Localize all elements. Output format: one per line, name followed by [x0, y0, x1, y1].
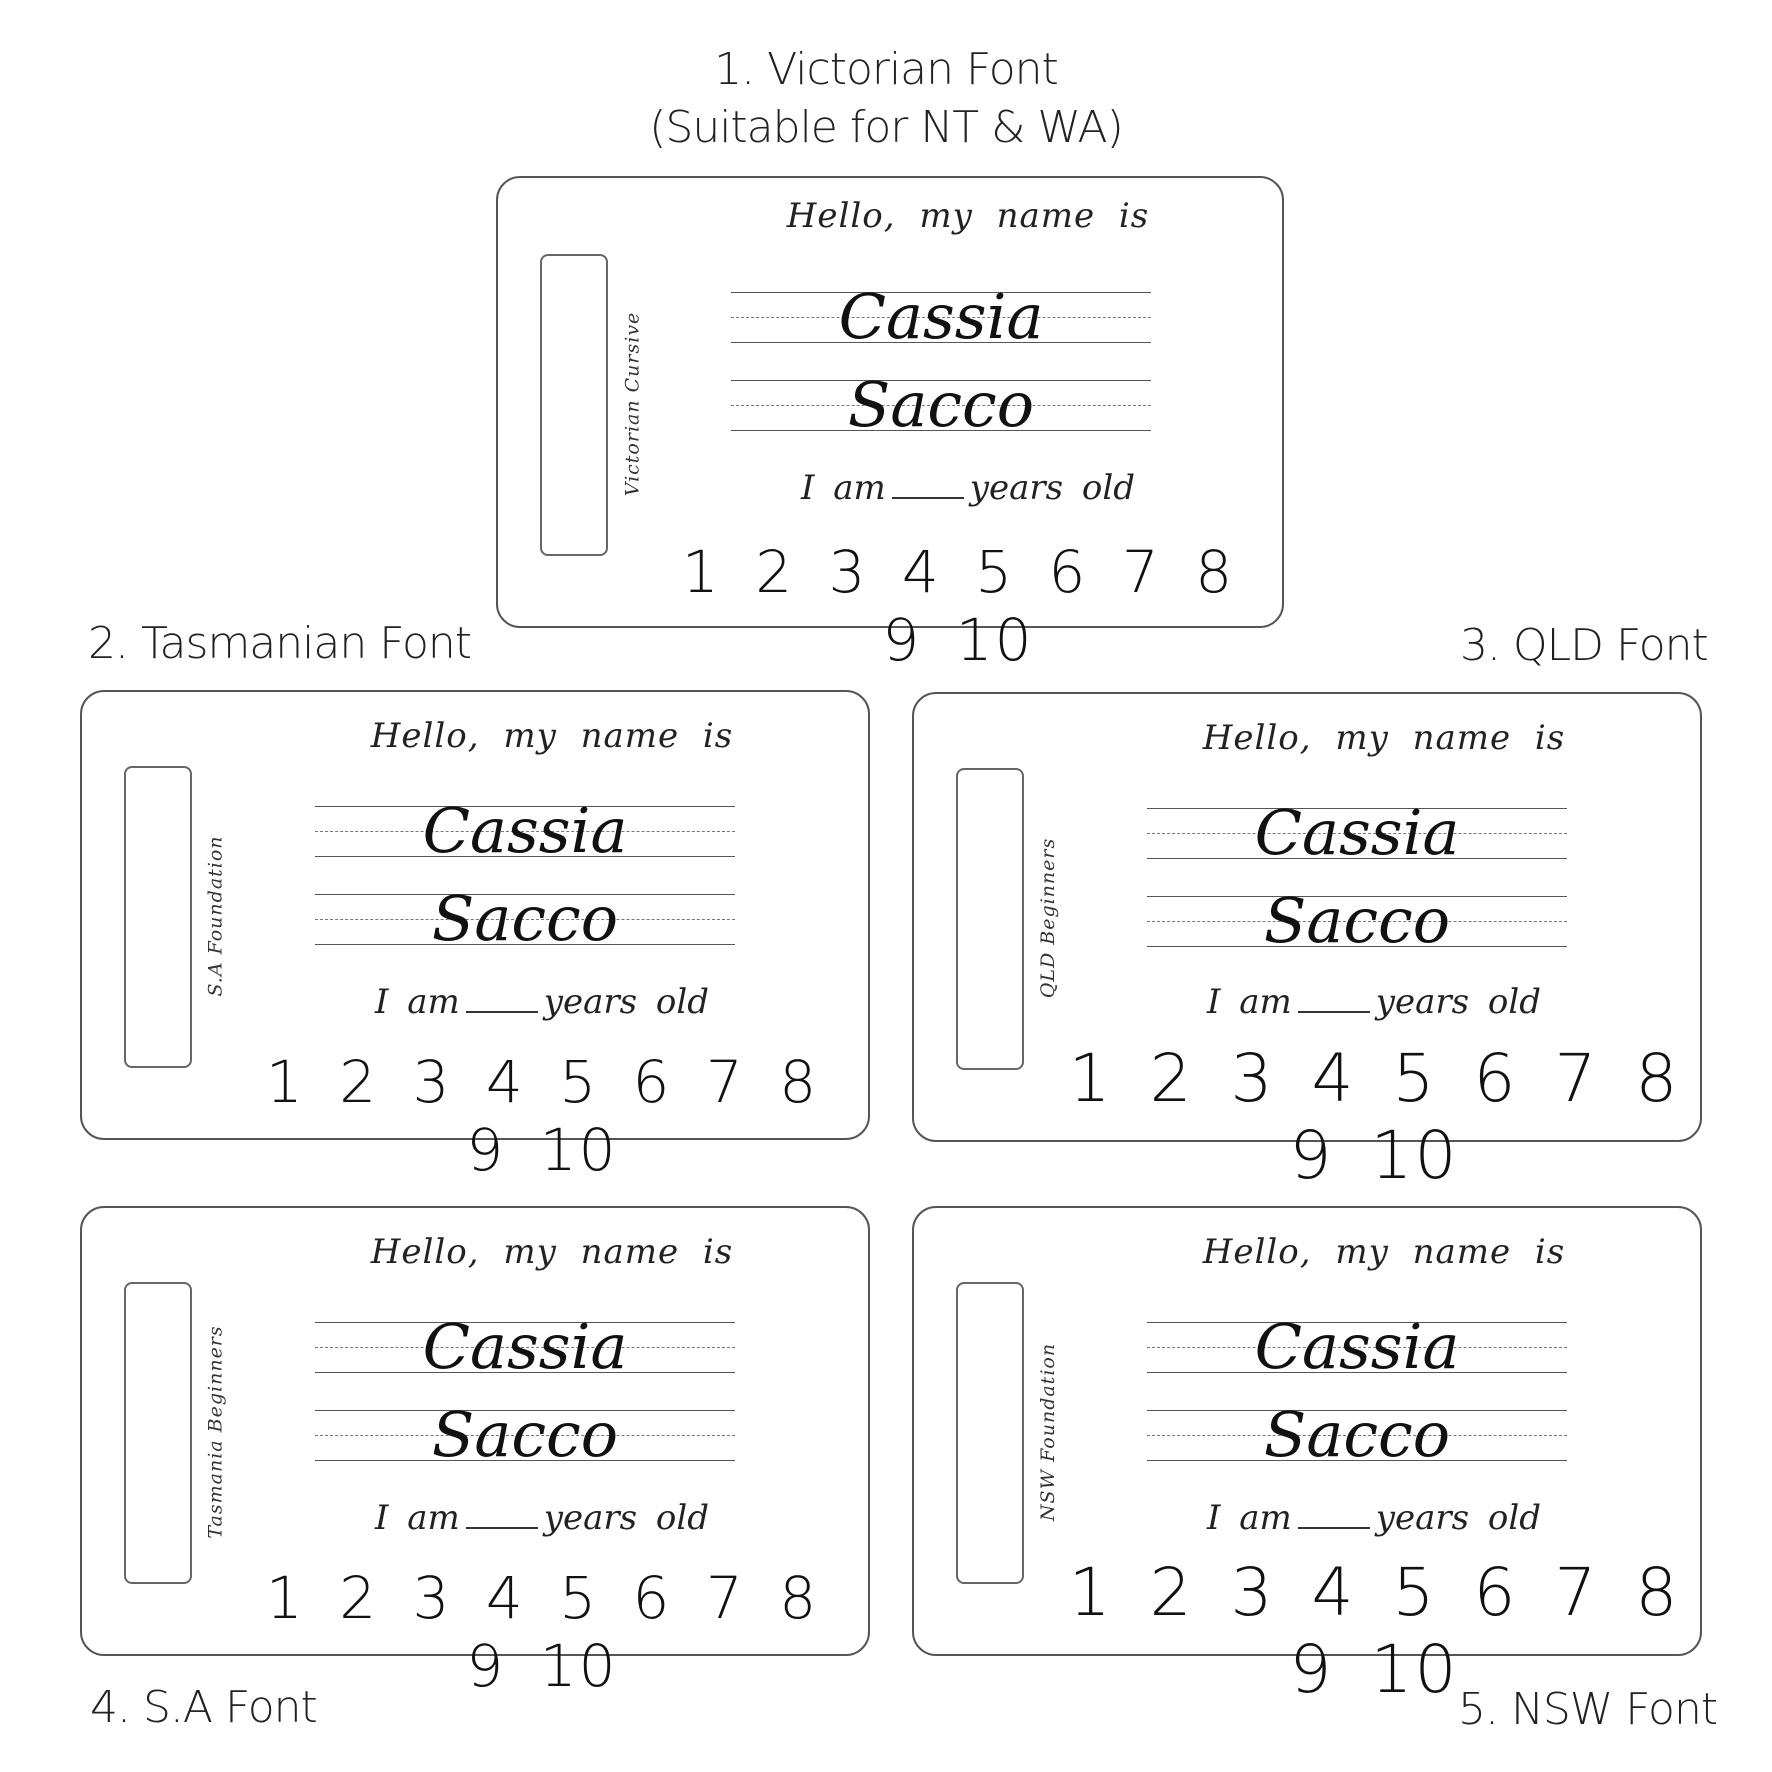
card-slot	[124, 1282, 192, 1584]
font-label: QLD Beginners	[1037, 837, 1059, 999]
number-row: 1 2 3 4 5 6 7 8 9 10	[681, 538, 1235, 674]
age-sentence: I am years old	[1207, 1498, 1541, 1538]
name-card-sa	[80, 1206, 870, 1700]
name-card-qld	[912, 692, 1702, 1194]
font-label: NSW Foundation	[1037, 1342, 1059, 1522]
name-lines	[1147, 1310, 1567, 1471]
name-card-tasmanian	[80, 690, 870, 1184]
age-blank[interactable]	[892, 493, 964, 499]
heading-tasmanian: 2. Tasmanian Font	[88, 618, 472, 669]
last-name: Sacco	[1263, 884, 1451, 957]
name-lines	[315, 794, 735, 955]
last-name: Sacco	[847, 368, 1035, 441]
number-row: 1 2 3 4 5 6 7 8 9 10	[265, 1048, 819, 1184]
age-blank[interactable]	[1298, 1007, 1370, 1013]
font-label: S.A Foundation	[205, 835, 228, 997]
greeting-text: Hello, my name is	[1202, 1232, 1566, 1272]
font-label: Victorian Cursive	[621, 311, 644, 497]
age-blank[interactable]	[1298, 1523, 1370, 1529]
card-slot	[124, 766, 192, 1068]
first-name: Cassia	[1254, 1310, 1460, 1383]
age-sentence: I am years old	[375, 982, 709, 1022]
greeting-text: Hello, my name is	[1202, 718, 1566, 758]
heading-sa: 4. S.A Font	[90, 1682, 317, 1733]
card-slot	[956, 1282, 1024, 1584]
number-row: 1 2 3 4 5 6 7 8 9 10	[1068, 1040, 1680, 1194]
first-name: Cassia	[1254, 796, 1460, 869]
greeting-text: Hello, my name is	[370, 716, 734, 756]
name-lines	[315, 1310, 735, 1471]
name-lines	[1147, 796, 1567, 957]
heading-nsw: 5. NSW Font	[1458, 1684, 1718, 1735]
first-name: Cassia	[838, 280, 1044, 353]
card-slot	[540, 254, 608, 556]
name-card-victorian	[496, 176, 1284, 674]
last-name: Sacco	[431, 1398, 619, 1471]
last-name: Sacco	[1263, 1398, 1451, 1471]
age-sentence: I am years old	[1207, 982, 1541, 1022]
age-blank[interactable]	[466, 1007, 538, 1013]
number-row: 1 2 3 4 5 6 7 8 9 10	[1068, 1554, 1680, 1708]
name-card-nsw	[912, 1206, 1702, 1708]
first-name: Cassia	[422, 794, 628, 867]
number-row: 1 2 3 4 5 6 7 8 9 10	[265, 1564, 819, 1700]
heading-victorian-line1: 1. Victorian Font	[714, 44, 1058, 95]
font-label: Tasmania Beginners	[205, 1325, 227, 1539]
age-blank[interactable]	[466, 1523, 538, 1529]
first-name: Cassia	[422, 1310, 628, 1383]
name-lines	[731, 280, 1151, 441]
heading-victorian-line2: (Suitable for NT & WA)	[649, 102, 1123, 153]
card-slot	[956, 768, 1024, 1070]
heading-qld: 3. QLD Font	[1460, 620, 1708, 671]
greeting-text: Hello, my name is	[370, 1232, 734, 1272]
age-sentence: I am years old	[375, 1498, 709, 1538]
age-sentence: I am years old	[801, 468, 1135, 508]
last-name: Sacco	[431, 882, 619, 955]
greeting-text: Hello, my name is	[786, 196, 1150, 236]
